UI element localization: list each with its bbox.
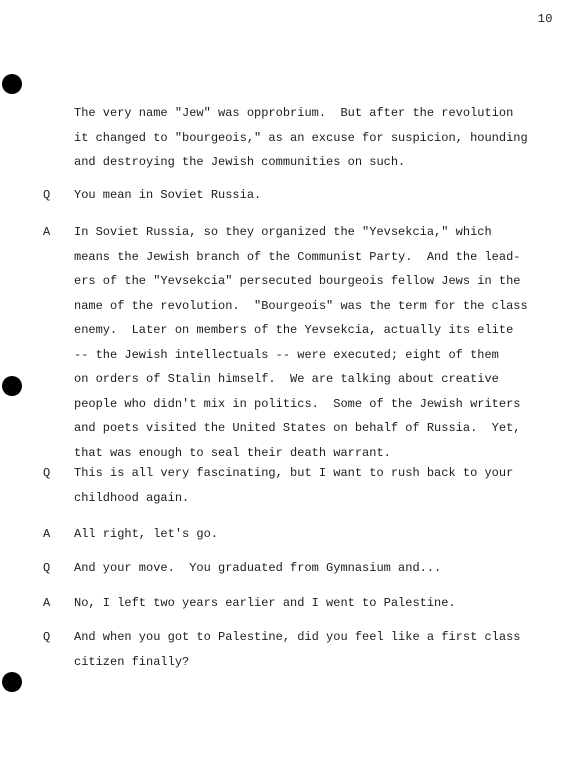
text-line: means the Jewish branch of the Communist Party. And the lead- xyxy=(74,249,521,264)
text-line: enemy. Later on members of the Yevsekcia, actually its elite xyxy=(74,323,514,337)
text-line: and destroying the Jewish communities on such. xyxy=(74,155,406,169)
dialogue-text xyxy=(74,625,521,674)
text-line: The very name "Jew" was opprobrium. But after the revolution xyxy=(74,106,514,120)
text-line: it changed to "bourgeois," as an excuse for suspicion, hounding xyxy=(74,130,528,145)
text-line: childhood again. xyxy=(74,490,190,505)
text-line: In Soviet Russia, so they organized the "Yevsekcia," which xyxy=(74,225,492,239)
speaker-label: Q xyxy=(43,466,51,480)
dialogue-text xyxy=(74,522,514,547)
dialogue-text xyxy=(74,556,514,581)
text-line: All right, let's go. xyxy=(74,527,219,541)
text-line: You mean in Soviet Russia. xyxy=(74,188,262,202)
text-line: and poets visited the United States on behalf of Russia. Yet, xyxy=(74,421,521,435)
speaker-label: Q xyxy=(43,188,51,202)
dialogue-text xyxy=(74,220,528,465)
punch-hole xyxy=(2,672,22,692)
text-line: This is all very fascinating, but I want to rush back to your xyxy=(74,466,514,480)
text-line: people who didn't mix in politics. Some of the Jewish writers xyxy=(74,396,521,411)
text-line: -- the Jewish intellectuals -- were executed; eight of them xyxy=(74,347,499,362)
text-line: And your move. You graduated from Gymnasium and... xyxy=(74,561,442,575)
text-line: on orders of Stalin himself. We are talking about creative xyxy=(74,372,499,386)
speaker-label: Q xyxy=(43,630,51,644)
punch-hole xyxy=(2,376,22,396)
page-number: 10 xyxy=(537,12,553,26)
text-line: that was enough to seal their death warrant. xyxy=(74,445,391,460)
text-line: name of the revolution. "Bourgeois" was the term for the class xyxy=(74,298,528,313)
text-line: ers of the "Yevsekcia" persecuted bourgeois fellow Jews in the xyxy=(74,274,521,288)
speaker-label: Q xyxy=(43,561,51,575)
text-line: No, I left two years earlier and I went to Palestine. xyxy=(74,596,456,610)
dialogue-text xyxy=(74,591,514,616)
text-line: citizen finally? xyxy=(74,654,190,669)
dialogue-text xyxy=(74,101,528,175)
speaker-label: A xyxy=(43,527,51,541)
dialogue-text xyxy=(74,461,514,510)
dialogue-text xyxy=(74,183,514,208)
punch-hole xyxy=(2,74,22,94)
speaker-label: A xyxy=(43,596,51,610)
speaker-label: A xyxy=(43,225,51,239)
text-line: And when you got to Palestine, did you feel like a first class xyxy=(74,630,521,644)
